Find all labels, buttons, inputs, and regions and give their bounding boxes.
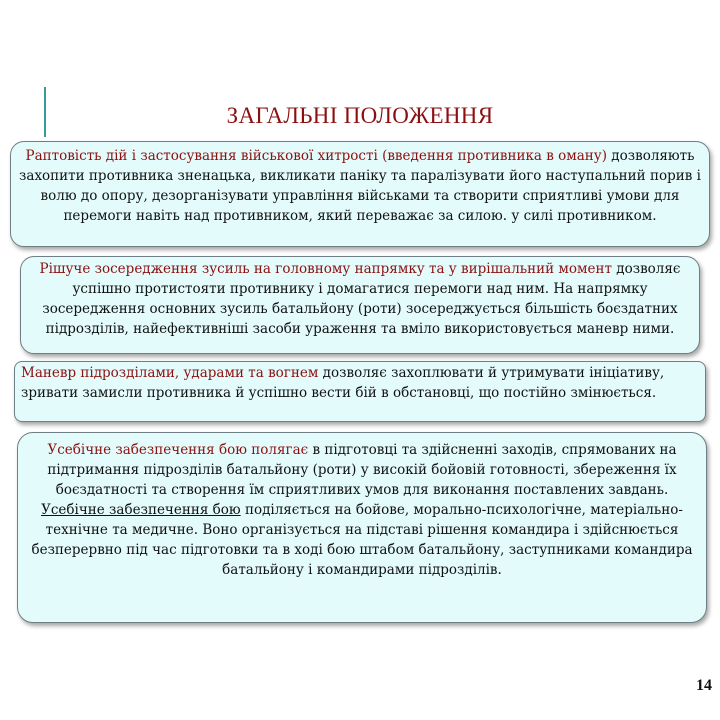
principle-body: дозволяють захопити противника зненацька, викликати паніку та паралізувати його наступальний порив і волю до опору, дезорганізувати управління військами та створити сприятливі умови для перемоги навіть над противником, який переважає за силою. у силі противником.	[19, 148, 701, 224]
principle-lead: Рішуче зосередження зусиль на головному напрямку та у вирішальний момент	[39, 261, 612, 277]
principle-lead: Раптовість дій і застосування військової хитрості (введення противника в оману)	[25, 148, 608, 164]
principle-lead: Усебічне забезпечення бою полягає	[47, 442, 309, 458]
principle-card-support	[17, 432, 707, 623]
principle-card-concentration	[20, 256, 700, 354]
principle-lead: Маневр підрозділами, ударами та вогнем	[21, 365, 319, 381]
page-number: 14	[696, 677, 712, 694]
page-title: ЗАГАЛЬНІ ПОЛОЖЕННЯ	[226, 103, 494, 128]
principle-body: дозволяє захоплювати й утримувати ініціативу, зривати замисли противника й успішно вести бій в обстановці, що постійно змінюється.	[21, 365, 665, 401]
principle-card-surprise	[10, 141, 710, 247]
principle-body: поділяється на бойове, морально-психологічне, матеріально-технічне та медичне. Воно організується на підставі рішення командира і здійснюється безперервно під час підготовки та в ході бою штабом батальйону, заступниками командира батальйону і командирами підрозділів.	[31, 502, 693, 578]
principle-card-maneuver	[14, 361, 706, 422]
principle-body: дозволяє успішно протистояти противнику і домагатися перемоги над ним. На напрямку зосередження основних зусиль батальйону (роти) зосереджується більшість боєздатних підрозділів, найефективніші засоби ураження та вміло використовується маневр ними.	[42, 261, 681, 337]
principle-underlined-term: Усебічне забезпечення бою	[41, 502, 241, 518]
principle-body: в підготовці та здійсненні заходів, спрямованих на підтримання підрозділів батальйону (роти) у високій бойовій готовності, збереження їх боєздатності та створення їм сприятливих умов для виконання поставлених завдань.	[47, 442, 677, 498]
